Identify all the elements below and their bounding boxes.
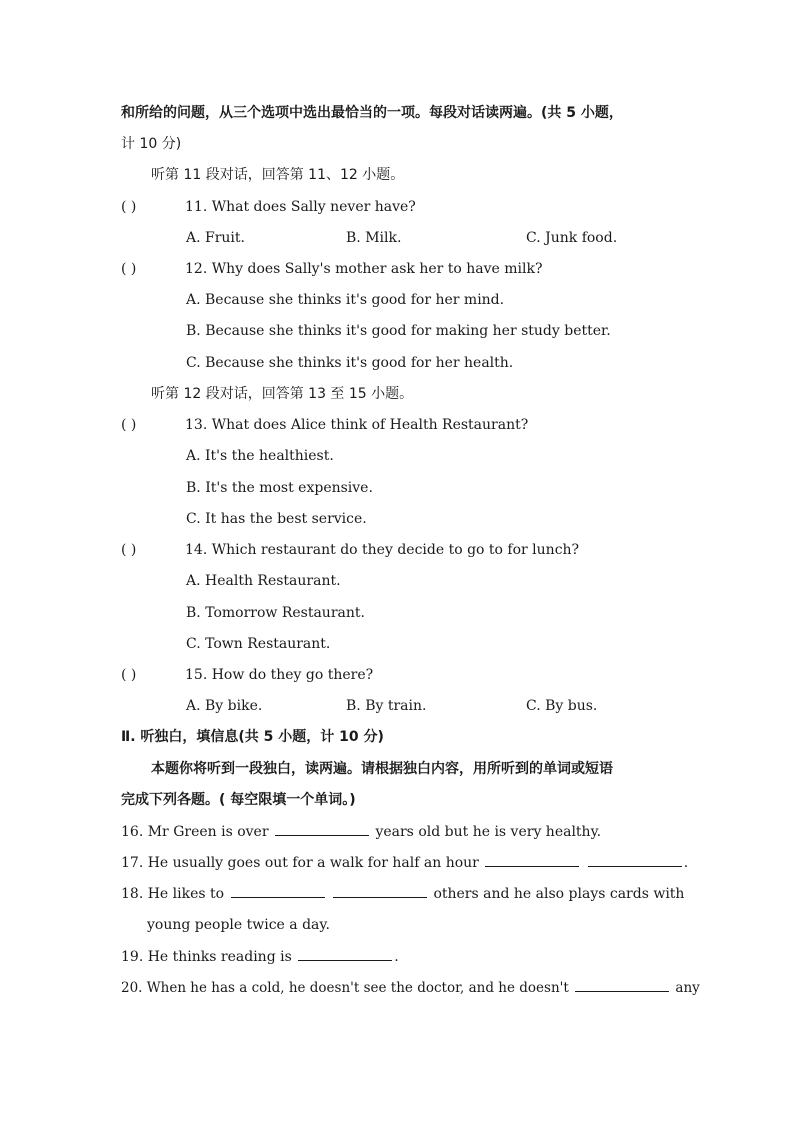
question-13 xyxy=(121,415,528,435)
option-c: C. By bus. xyxy=(526,698,598,714)
section-2-heading: Ⅱ. 听独白，填信息(共 5 小题，计 10 分) xyxy=(121,729,384,745)
question-11 xyxy=(121,197,416,217)
option-c: C. Town Restaurant. xyxy=(186,636,331,652)
section-2-instruction-2: 完成下列各题。( 每空限填一个单词。) xyxy=(121,792,356,808)
answer-blank[interactable] xyxy=(485,852,579,867)
intro-line-2: 计 10 分) xyxy=(121,136,182,152)
answer-bracket[interactable]: ( ) xyxy=(121,261,137,277)
option-a: A. Fruit. xyxy=(186,230,245,246)
answer-bracket[interactable]: ( ) xyxy=(121,199,137,215)
answer-bracket[interactable]: ( ) xyxy=(121,667,137,683)
section-2-instruction-1: 本题你将听到一段独白，读两遍。请根据独白内容，用所听到的单词或短语 xyxy=(151,761,613,777)
option-c: C. Junk food. xyxy=(526,230,618,246)
option-b: B. Milk. xyxy=(346,230,402,246)
option-b: B. Tomorrow Restaurant. xyxy=(186,605,365,621)
question-stem: 15. How do they go there? xyxy=(185,667,374,683)
question-17 xyxy=(121,852,688,873)
option-b: B. It's the most expensive. xyxy=(186,480,373,496)
question-text-post: years old but he is very healthy. xyxy=(375,824,602,840)
option-a: A. It's the healthiest. xyxy=(186,448,334,464)
answer-blank[interactable] xyxy=(588,852,682,867)
answer-blank[interactable] xyxy=(275,821,369,836)
question-text-pre: 17. He usually goes out for a walk for half an hour xyxy=(121,855,479,871)
question-14 xyxy=(121,540,579,560)
question-stem: 13. What does Alice think of Health Restaurant? xyxy=(185,417,529,433)
answer-blank[interactable] xyxy=(333,883,427,898)
option-b: B. Because she thinks it's good for making her study better. xyxy=(186,323,611,339)
question-12 xyxy=(121,259,543,279)
question-15 xyxy=(121,665,373,685)
question-text-post: others and he also plays cards with xyxy=(433,886,685,902)
question-text-pre: 18. He likes to xyxy=(121,886,225,902)
question-text-post: . xyxy=(683,855,689,871)
answer-bracket[interactable]: ( ) xyxy=(121,417,137,433)
question-text-post: any xyxy=(675,980,700,996)
question-18 xyxy=(121,883,684,904)
option-c: C. Because she thinks it's good for her health. xyxy=(186,355,514,371)
question-16 xyxy=(121,821,601,842)
answer-blank[interactable] xyxy=(298,946,392,961)
option-a: A. Health Restaurant. xyxy=(186,573,341,589)
question-text-post: . xyxy=(394,949,399,965)
dialogue-11-instruction: 听第 11 段对话，回答第 11、12 小题。 xyxy=(151,167,405,183)
question-stem: 14. Which restaurant do they decide to go to for lunch? xyxy=(185,542,580,558)
answer-bracket[interactable]: ( ) xyxy=(121,542,137,558)
answer-blank[interactable] xyxy=(575,977,669,992)
option-a: A. By bike. xyxy=(186,698,263,714)
option-c: C. It has the best service. xyxy=(186,511,367,527)
question-text-pre: 20. When he has a cold, he doesn't see the doctor, and he doesn't xyxy=(121,980,569,996)
option-a: A. Because she thinks it's good for her mind. xyxy=(186,292,505,308)
question-stem: 11. What does Sally never have? xyxy=(185,199,416,215)
intro-line-1: 和所给的问题，从三个选项中选出最恰当的一项。每段对话读两遍。(共 5 小题， xyxy=(121,105,623,121)
question-text-pre: 16. Mr Green is over xyxy=(121,824,269,840)
question-19 xyxy=(121,946,399,967)
question-18-continued: young people twice a day. xyxy=(147,917,330,933)
question-text-pre: 19. He thinks reading is xyxy=(121,949,292,965)
question-stem: 12. Why does Sally's mother ask her to have milk? xyxy=(185,261,543,277)
answer-blank[interactable] xyxy=(231,883,325,898)
question-20 xyxy=(121,977,700,998)
dialogue-12-instruction: 听第 12 段对话，回答第 13 至 15 小题。 xyxy=(151,386,414,402)
option-b: B. By train. xyxy=(346,698,427,714)
